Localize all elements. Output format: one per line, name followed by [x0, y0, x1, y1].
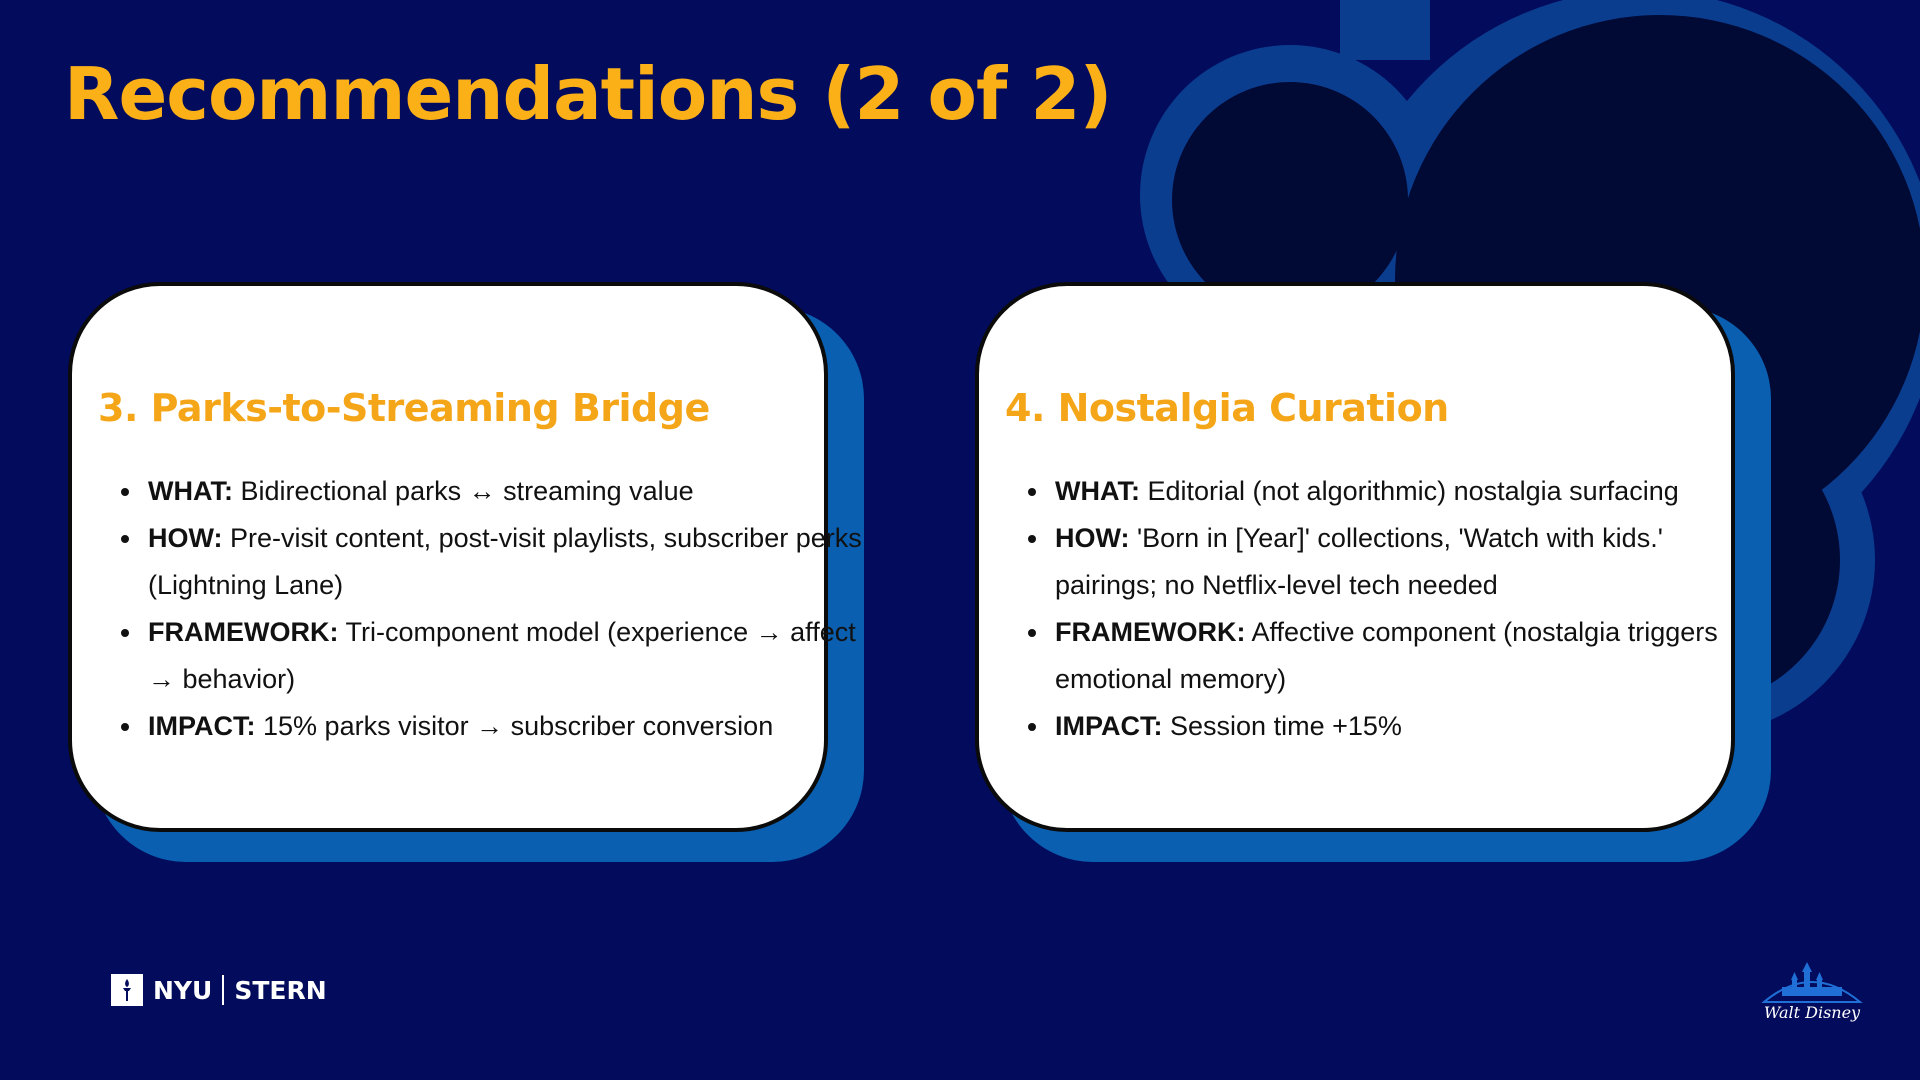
card-title: 3. Parks-to-Streaming Bridge [98, 386, 710, 430]
bullet-list [120, 468, 864, 750]
bullet-what: • WHAT: Bidirectional parks ↔ streaming value [144, 468, 864, 515]
bullet-framework: • FRAMEWORK: Affective component (nostalgia triggers emotional memory) [1051, 609, 1771, 703]
torch-icon [111, 974, 143, 1006]
logo-divider [222, 975, 224, 1005]
stern-text: STERN [234, 975, 327, 1005]
bullet-impact: • IMPACT: 15% parks visitor → subscriber conversion [144, 703, 864, 750]
bullet-how: • HOW: 'Born in [Year]' collections, 'Watch with kids.' pairings; no Netflix-level tech needed [1051, 515, 1771, 609]
disney-logo-text: Walt Disney [1763, 1003, 1861, 1022]
castle-icon [1764, 962, 1860, 1002]
card-title: 4. Nostalgia Curation [1005, 386, 1449, 430]
card-body [68, 282, 862, 832]
recommendation-card [975, 282, 1762, 862]
nyu-text: NYU [153, 975, 213, 1005]
nyu-stern-logo [111, 972, 327, 1008]
bullet-framework: • FRAMEWORK: Tri-component model (experience → affect → behavior) [144, 609, 864, 703]
recommendation-card [68, 282, 862, 862]
slide-title: Recommendations (2 of 2) [64, 52, 1112, 136]
bullet-how: • HOW: Pre-visit content, post-visit playlists, subscriber perks (Lightning Lane) [144, 515, 864, 609]
bullet-what: • WHAT: Editorial (not algorithmic) nostalgia surfacing [1051, 468, 1771, 515]
bullet-impact: • IMPACT: Session time +15% [1051, 703, 1771, 750]
bullet-list [1027, 468, 1771, 750]
walt-disney-logo [1752, 960, 1872, 1030]
card-body [975, 282, 1735, 832]
